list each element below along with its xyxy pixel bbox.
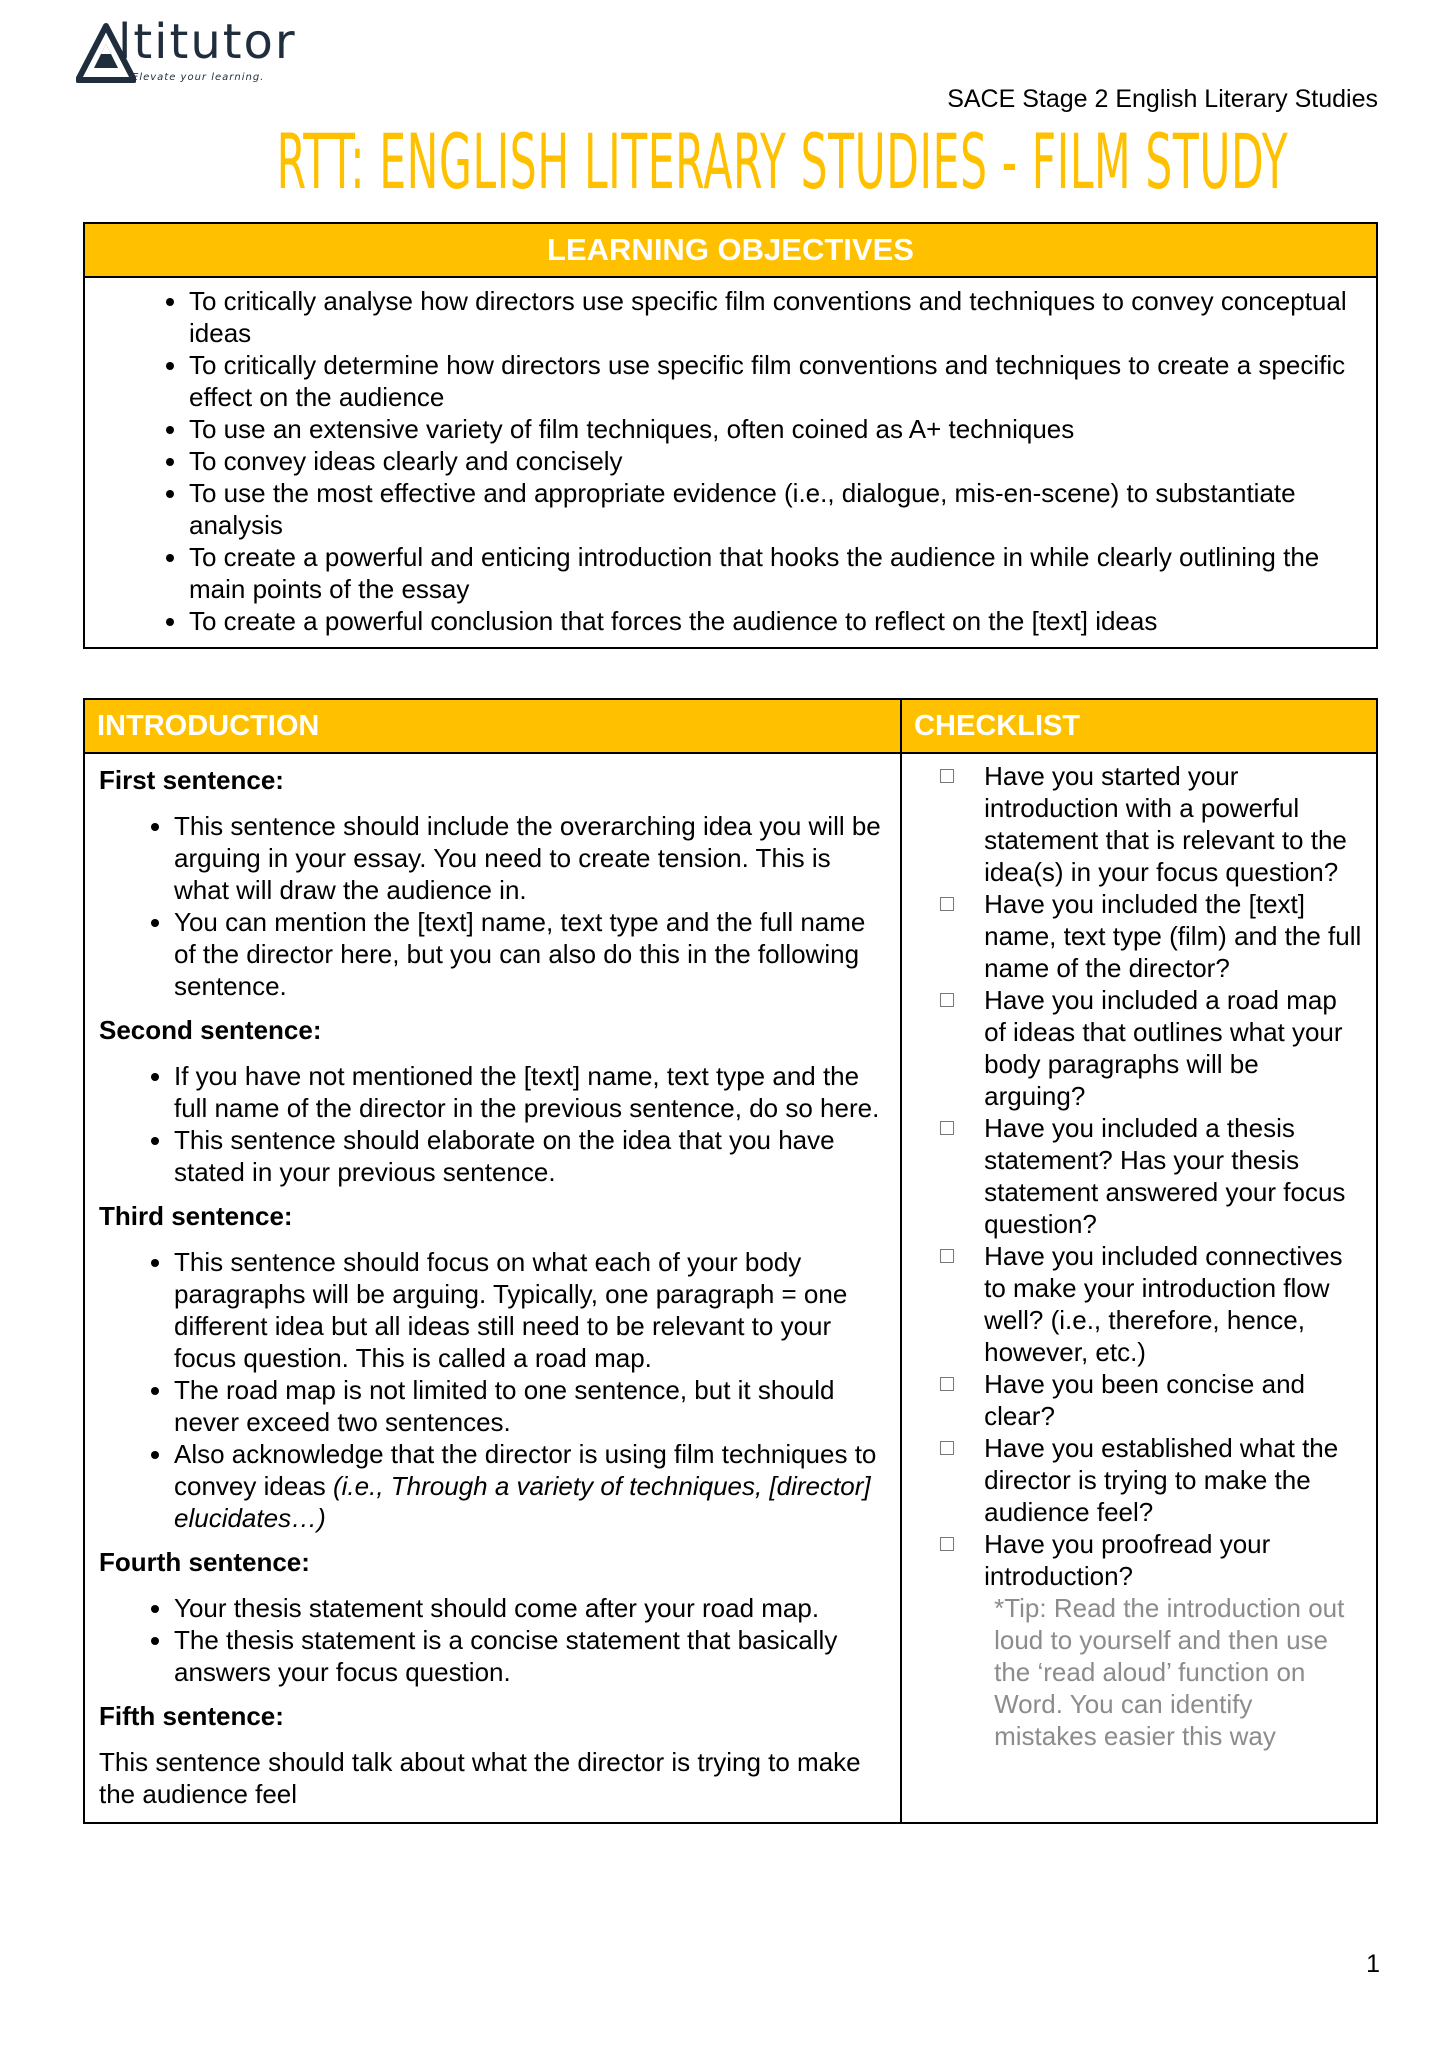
- fourth-sentence-label: Fourth sentence:: [99, 1547, 310, 1577]
- checklist-item-text: Have you included the [text] name, text type (film) and the full name of the director?: [984, 889, 1362, 983]
- checklist-item-text: Have you included connectives to make your introduction flow well? (i.e., therefore, hence, however, etc.): [984, 1241, 1343, 1367]
- guidance-item: • This sentence should elaborate on the idea that you have stated in your previous sentence.: [174, 1124, 886, 1188]
- introduction-table: [83, 698, 1378, 1824]
- checklist-item-text: Have you proofread your introduction?: [984, 1529, 1271, 1591]
- checklist-item: [926, 888, 1362, 984]
- document-title: RTT: ENGLISH LITERARY STUDIES - FILM STUDY: [276, 117, 1289, 206]
- checklist-item-text: Have you been concise and clear?: [984, 1369, 1305, 1431]
- proofread-tip: *Tip: Read the introduction out loud to yourself and then use the ‘read aloud’ function on Word. You can identify mistakes easier this way: [994, 1593, 1345, 1751]
- first-sentence-label: First sentence:: [99, 765, 284, 795]
- checklist-heading: CHECKLIST: [901, 699, 1377, 753]
- checklist-item: [926, 1528, 1362, 1592]
- checkbox[interactable]: [940, 897, 954, 911]
- learning-objectives-heading: LEARNING OBJECTIVES: [84, 223, 1377, 277]
- fifth-sentence-label: Fifth sentence:: [99, 1701, 284, 1731]
- checklist-item: [926, 1432, 1362, 1528]
- first-sentence-list: [99, 810, 886, 1002]
- checklist-item-text: Have you started your introduction with a powerful statement that is relevant to the idea(s) in your focus question?: [984, 761, 1347, 887]
- learning-objectives-cell: [84, 277, 1377, 648]
- logo-tagline: Elevate your learning.: [132, 72, 265, 83]
- checklist-item: [926, 1240, 1362, 1368]
- third-sentence-label: Third sentence:: [99, 1201, 293, 1231]
- checklist-item-text: Have you included a road map of ideas that outlines what your body paragraphs will be arguing?: [984, 985, 1343, 1111]
- objectives-list: [85, 278, 1376, 647]
- checklist-item-text: Have you established what the director is trying to make the audience feel?: [984, 1433, 1339, 1527]
- guidance-item: • The road map is not limited to one sentence, but it should never exceed two sentences.: [174, 1374, 886, 1438]
- logo-wordmark: ltitutor: [118, 14, 297, 70]
- objective-item: • To critically analyse how directors use specific film conventions and techniques to convey conceptual ideas: [189, 285, 1356, 349]
- checklist-item: [926, 760, 1362, 888]
- checkbox[interactable]: [940, 1377, 954, 1391]
- checkbox[interactable]: [940, 1121, 954, 1135]
- learning-objectives-table: [83, 222, 1378, 649]
- checklist-item: [926, 1112, 1362, 1240]
- checkbox[interactable]: [940, 1249, 954, 1263]
- guidance-example: (i.e., Through a variety of techniques, [director] elucidates…): [174, 1471, 871, 1533]
- guidance-item: • Your thesis statement should come after your road map.: [174, 1592, 886, 1624]
- guidance-item: • This sentence should focus on what each of your body paragraphs will be arguing. Typically, one paragraph = one different idea but all ideas still need to be relevant to your focus question. This is called a road map.: [174, 1246, 886, 1374]
- fourth-sentence-list: [99, 1592, 886, 1688]
- guidance-item: • If you have not mentioned the [text] name, text type and the full name of the director in the previous sentence, do so here.: [174, 1060, 886, 1124]
- course-name: SACE Stage 2 English Literary Studies: [947, 85, 1378, 113]
- altitutor-logo: [76, 14, 326, 88]
- page-number: 1: [1366, 1950, 1380, 1978]
- objective-item: • To use an extensive variety of film techniques, often coined as A+ techniques: [189, 413, 1356, 445]
- checklist-item: [926, 984, 1362, 1112]
- checklist-item-text: Have you included a thesis statement? Has your thesis statement answered your focus question?: [984, 1113, 1346, 1239]
- objective-item: • To create a powerful conclusion that forces the audience to reflect on the [text] ideas: [189, 605, 1356, 637]
- introduction-cell: [84, 753, 901, 1823]
- second-sentence-list: [99, 1060, 886, 1188]
- checklist-item: [926, 1368, 1362, 1432]
- checkbox[interactable]: [940, 769, 954, 783]
- third-sentence-list: [99, 1246, 886, 1534]
- checkbox[interactable]: [940, 1537, 954, 1551]
- guidance-item: • You can mention the [text] name, text type and the full name of the director here, but you can also do this in the following sentence.: [174, 906, 886, 1002]
- objective-item: • To create a powerful and enticing introduction that hooks the audience in while clearly outlining the main points of the essay: [189, 541, 1356, 605]
- checkbox[interactable]: [940, 993, 954, 1007]
- objective-item: • To convey ideas clearly and concisely: [189, 445, 1356, 477]
- guidance-item: • This sentence should include the overarching idea you will be arguing in your essay. You need to create tension. This is what will draw the audience in.: [174, 810, 886, 906]
- checkbox[interactable]: [940, 1441, 954, 1455]
- second-sentence-label: Second sentence:: [99, 1015, 322, 1045]
- fifth-sentence-text: This sentence should talk about what the director is trying to make the audience feel: [99, 1747, 861, 1809]
- checklist-cell: [901, 753, 1377, 1823]
- objective-item: • To critically determine how directors use specific film conventions and techniques to create a specific effect on the audience: [189, 349, 1356, 413]
- introduction-heading: INTRODUCTION: [84, 699, 901, 753]
- objective-item: • To use the most effective and appropriate evidence (i.e., dialogue, mis-en-scene) to substantiate analysis: [189, 477, 1356, 541]
- guidance-item: [174, 1438, 886, 1534]
- guidance-text: Also acknowledge that the director is using film techniques to convey ideas: [174, 1439, 877, 1501]
- guidance-item: • The thesis statement is a concise statement that basically answers your focus question.: [174, 1624, 886, 1688]
